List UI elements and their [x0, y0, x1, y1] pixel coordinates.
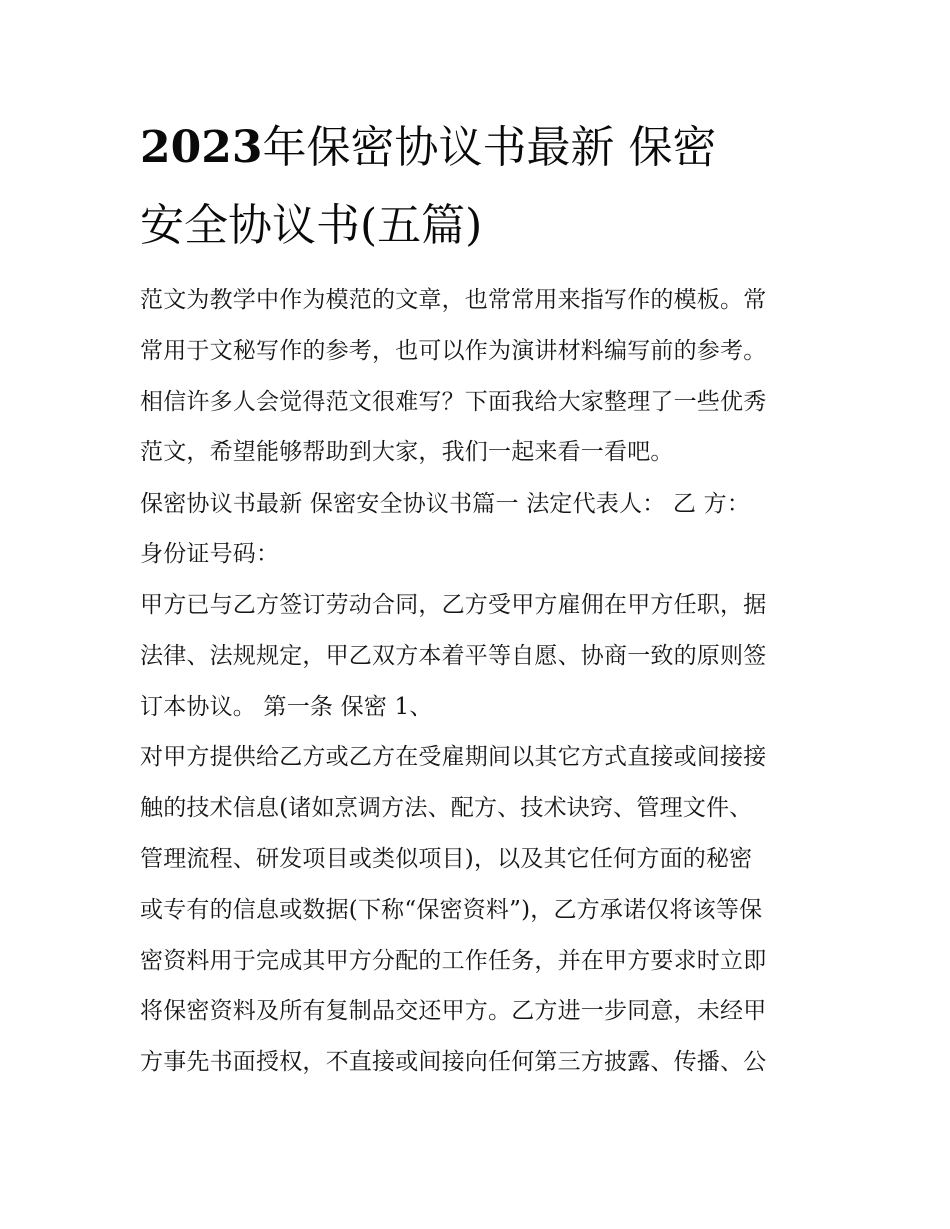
document-title-line-1 — [140, 122, 717, 173]
body-line: 触的技术信息(诸如烹调方法、配方、技术诀窍、管理文件、 — [140, 795, 753, 821]
title-text-1: 年保密协议书最新 保密 — [262, 122, 717, 173]
body-line: 常用于文秘写作的参考，也可以作为演讲材料编写前的参考。 — [140, 338, 767, 364]
body-line: 法律、法规规定，甲乙双方本着平等自愿、协商一致的原则签 — [140, 643, 767, 669]
body-line: 身份证号码： — [140, 541, 280, 567]
body-line: 方事先书面授权，不直接或间接向任何第三方披露、传播、公 — [140, 1049, 767, 1075]
body-line: 订本协议。 第一条 保密 1、 — [140, 694, 433, 720]
body-line: 保密协议书最新 保密安全协议书篇一 法定代表人： 乙 方： — [140, 491, 751, 517]
body-line: 甲方已与乙方签订劳动合同，乙方受甲方雇佣在甲方任职，据 — [140, 592, 767, 618]
body-line: 管理流程、研发项目或类似项目)，以及其它任何方面的秘密 — [140, 846, 753, 872]
body-line: 范文，希望能够帮助到大家，我们一起来看一看吧。 — [140, 439, 674, 465]
body-line: 将保密资料及所有复制品交还甲方。乙方进一步同意，未经甲 — [140, 998, 767, 1024]
body-line: 或专有的信息或数据(下称“保密资料”)，乙方承诺仅将该等保 — [140, 897, 763, 923]
title-year: 2023 — [140, 122, 263, 173]
body-line: 范文为教学中作为模范的文章，也常常用来指写作的模板。常 — [140, 287, 767, 313]
body-line: 相信许多人会觉得范文很难写？下面我给大家整理了一些优秀 — [140, 389, 767, 415]
body-line: 对甲方提供给乙方或乙方在受雇期间以其它方式直接或间接接 — [140, 744, 767, 770]
body-line: 密资料用于完成其甲方分配的工作任务，并在甲方要求时立即 — [140, 948, 767, 974]
document-title-line-2: 安全协议书(五篇) — [140, 200, 483, 251]
